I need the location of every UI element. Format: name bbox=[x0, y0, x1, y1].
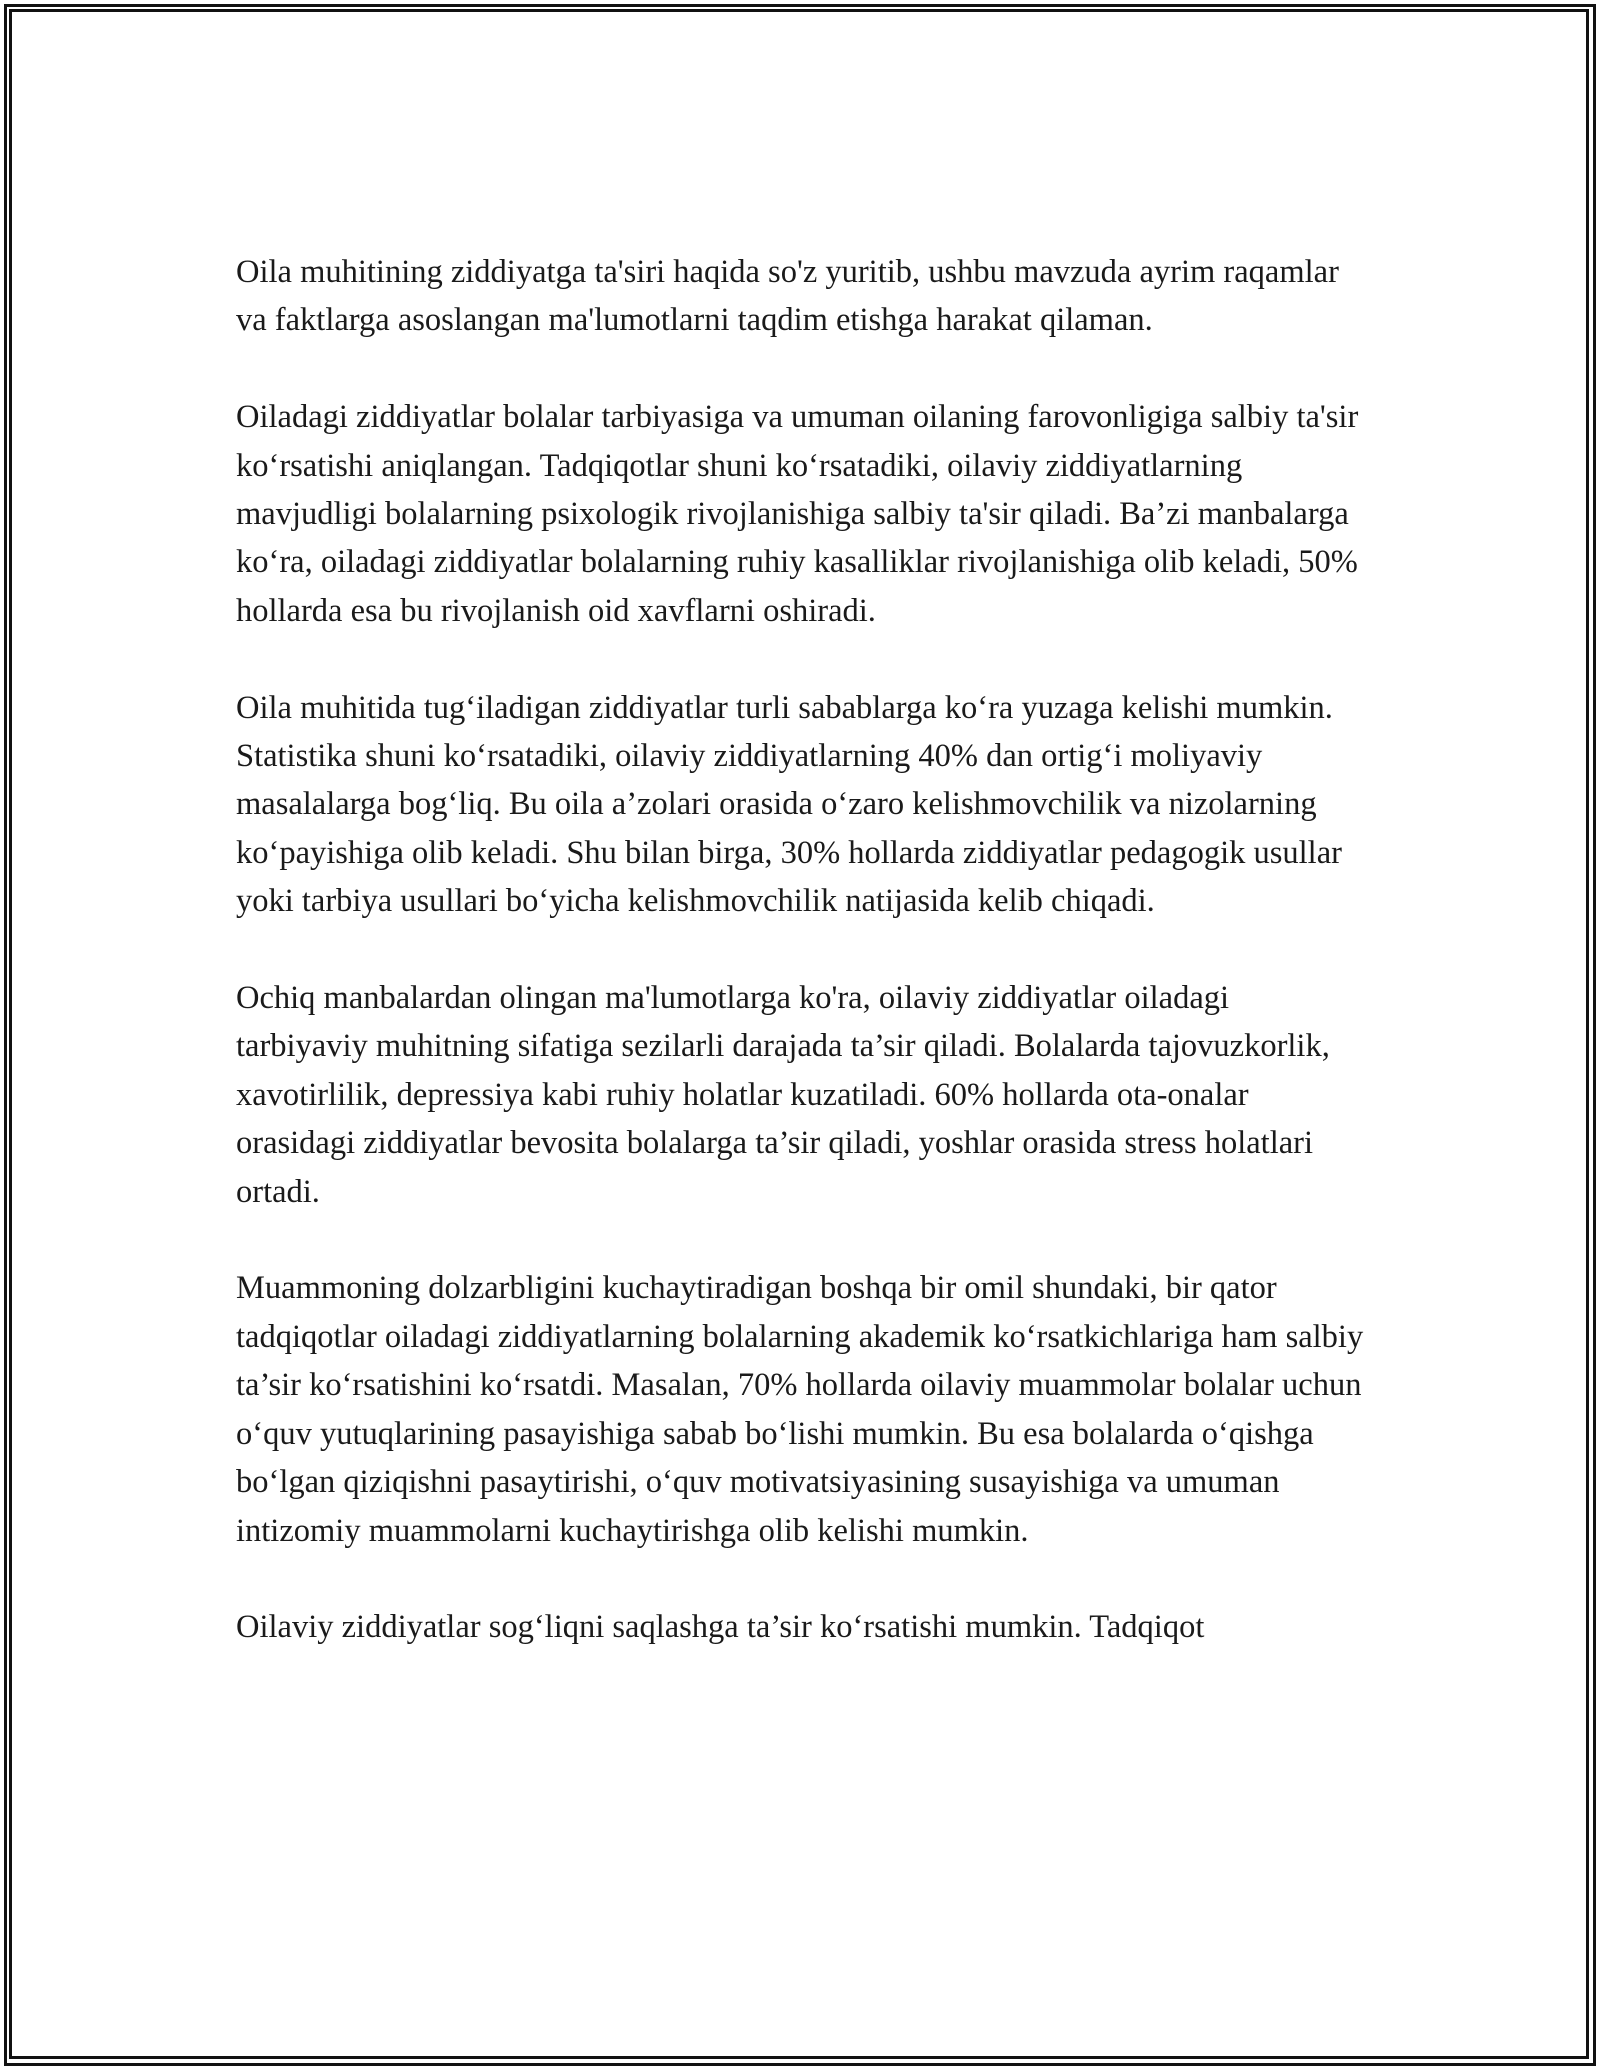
paragraph-open-sources: Ochiq manbalardan olingan ma'lumotlarga ko'ra, oilaviy ziddiyatlar oiladagi tarbiyaviy muhitning sifatiga sezilarli darajada ta’sir qiladi. Bolalarda tajovuzkorlik, xavotirlilik, depressiya kabi ruhiy holatlar kuzatiladi. 60% hollarda ota-onalar orasidagi ziddiyatlar bevosita bolalarga ta’sir qiladi, yoshlar orasida stress holatlari ortadi. bbox=[236, 980, 1330, 1210]
paragraph-child-development: Oiladagi ziddiyatlar bolalar tarbiyasiga va umuman oilaning farovonligiga salbiy ta'sir koʻrsatishi aniqlangan. Tadqiqotlar shuni koʻrsatadiki, oilaviy ziddiyatlarning mavjudligi bolalarning psixologik rivojlanishiga salbiy ta'sir qiladi. Ba’zi manbalarga koʻra, oiladagi ziddiyatlar bolalarning ruhiy kasalliklar rivojlanishiga olib keladi, 50% hollarda esa bu rivojlanish oid xavflarni oshiradi. bbox=[236, 399, 1359, 629]
paragraph-intro: Oila muhitining ziddiyatga ta'siri haqida so'z yuritib, ushbu mavzuda ayrim raqamlar va faktlarga asoslangan ma'lumotlarni taqdim etishga harakat qilaman. bbox=[236, 254, 1339, 339]
paragraph-academic-performance: Muammoning dolzarbligini kuchaytiradigan boshqa bir omil shundaki, bir qator tadqiqotlar oiladagi ziddiyatlarning bolalarning akademik koʻrsatkichlariga ham salbiy ta’sir koʻrsatishini koʻrsatdi. Masalan, 70% hollarda oilaviy muammolar bolalar uchun oʻquv yutuqlarining pasayishiga sabab boʻlishi mumkin. Bu esa bolalarda oʻqishga boʻlgan qiziqishni pasaytirishi, oʻquv motivatsiyasining susayishiga va umuman intizomiy muammolarni kuchaytirishga olib kelishi mumkin. bbox=[236, 1270, 1364, 1549]
paragraph-health-fragment: Oilaviy ziddiyatlar sogʻliqni saqlashga ta’sir koʻrsatishi mumkin. Tadqiqot bbox=[236, 1609, 1205, 1646]
paragraph-causes-statistics: Oila muhitida tugʻiladigan ziddiyatlar turli sabablarga koʻra yuzaga kelishi mumkin. Statistika shuni koʻrsatadiki, oilaviy ziddiyatlarning 40% dan ortigʻi moliyaviy masalalarga bogʻliq. Bu oila a’zolari orasida oʻzaro kelishmovchilik va nizolarning koʻpayishiga olib keladi. Shu bilan birga, 30% hollarda ziddiyatlar pedagogik usullar yoki tarbiya usullari boʻyicha kelishmovchilik natijasida kelib chiqadi. bbox=[236, 689, 1342, 920]
document-body bbox=[236, 248, 1366, 1700]
